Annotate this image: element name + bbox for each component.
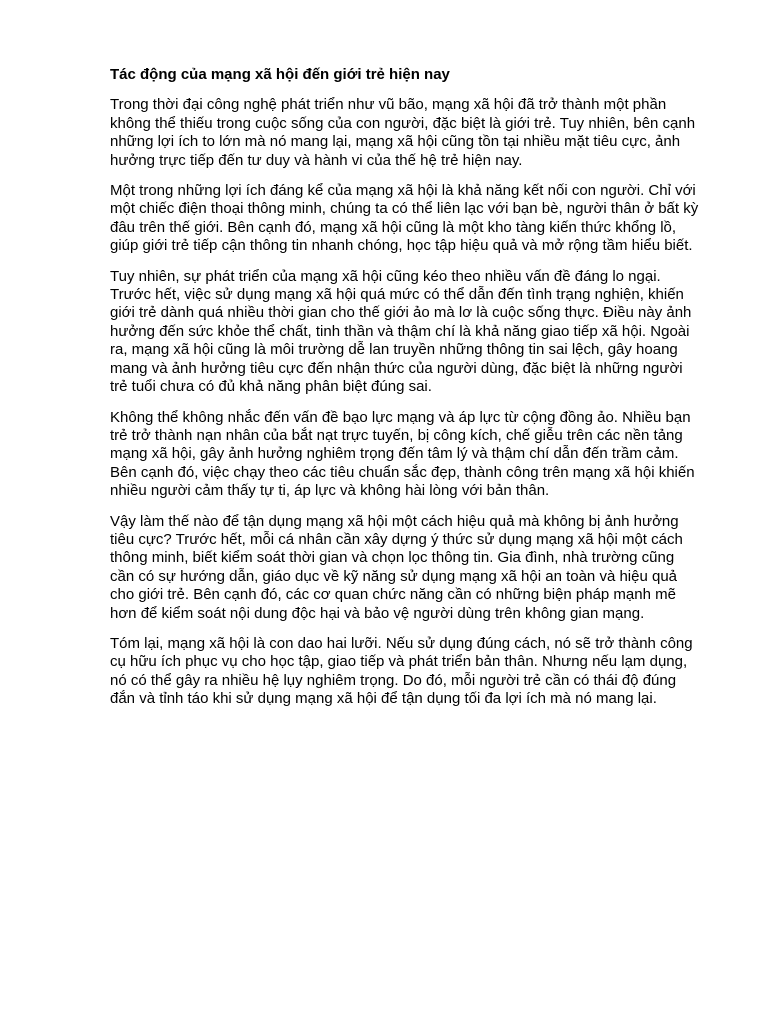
document-title: Tác động của mạng xã hội đến giới trẻ hiện nay [110,66,450,83]
paragraph-concerns: Tuy nhiên, sự phát triển của mạng xã hội cũng kéo theo nhiều vấn đề đáng lo ngại. Trước hết, việc sử dụng mạng xã hội quá mức có thể dẫn đến tình trạng nghiện, khiến giới trẻ dành quá nhiều thời gian cho thế giới ảo mà lơ là cuộc sống thực. Điều này ảnh hưởng đến sức khỏe thể chất, tinh thần và thậm chí là khả năng giao tiếp xã hội. Ngoài ra, mạng xã hội cũng là môi trường dễ lan truyền những thông tin sai lệch, gây hoang mang và ảnh hưởng tiêu cực đến nhận thức của người dùng, đặc biệt là những người trẻ tuổi chưa có đủ khả năng phân biệt đúng sai. [110,267,692,396]
document-page [110,66,700,721]
paragraph-cyberbullying: Không thể không nhắc đến vấn đề bạo lực mạng và áp lực từ cộng đồng ảo. Nhiều bạn trẻ trở thành nạn nhân của bắt nạt trực tuyến, bị công kích, chế giễu trên các nền tảng mạng xã hội, gây ảnh hưởng nghiêm trọng đến tâm lý và thậm chí dẫn đến trầm cảm. Bên cạnh đó, việc chạy theo các tiêu chuẩn sắc đẹp, thành công trên mạng xã hội khiến nhiều người cảm thấy tự ti, áp lực và không hài lòng với bản thân. [110,408,695,500]
paragraph-conclusion: Tóm lại, mạng xã hội là con dao hai lưỡi. Nếu sử dụng đúng cách, nó sẽ trở thành công cụ hữu ích phục vụ cho học tập, giao tiếp và phát triển bản thân. Nhưng nếu lạm dụng, nó có thể gây ra nhiều hệ lụy nghiêm trọng. Do đó, mỗi người trẻ cần có thái độ đúng đắn và tỉnh táo khi sử dụng mạng xã hội để tận dụng tối đa lợi ích mà nó mang lại. [110,634,693,708]
paragraph-solutions: Vậy làm thế nào để tận dụng mạng xã hội một cách hiệu quả mà không bị ảnh hưởng tiêu cực? Trước hết, mỗi cá nhân cần xây dựng ý thức sử dụng mạng xã hội một cách thông minh, biết kiểm soát thời gian và chọn lọc thông tin. Gia đình, nhà trường cũng cần có sự hướng dẫn, giáo dục về kỹ năng sử dụng mạng xã hội an toàn và hiệu quả cho giới trẻ. Bên cạnh đó, các cơ quan chức năng cần có những biện pháp mạnh mẽ hơn để kiểm soát nội dung độc hại và bảo vệ người dùng trên không gian mạng. [110,512,683,622]
paragraph-intro: Trong thời đại công nghệ phát triển như vũ bão, mạng xã hội đã trở thành một phần không thể thiếu trong cuộc sống của con người, đặc biệt là giới trẻ. Tuy nhiên, bên cạnh những lợi ích to lớn mà nó mang lại, mạng xã hội cũng tồn tại nhiều mặt tiêu cực, ảnh hưởng trực tiếp đến tư duy và hành vi của thế hệ trẻ hiện nay. [110,96,696,169]
paragraph-benefits: Một trong những lợi ích đáng kể của mạng xã hội là khả năng kết nối con người. Chỉ với một chiếc điện thoại thông minh, chúng ta có thể liên lạc với bạn bè, người thân ở bất kỳ đâu trên thế giới. Bên cạnh đó, mạng xã hội cũng là một kho tàng kiến thức khổng lồ, giúp giới trẻ tiếp cận thông tin nhanh chóng, học tập hiệu quả và mở rộng tầm hiểu biết. [110,182,699,255]
